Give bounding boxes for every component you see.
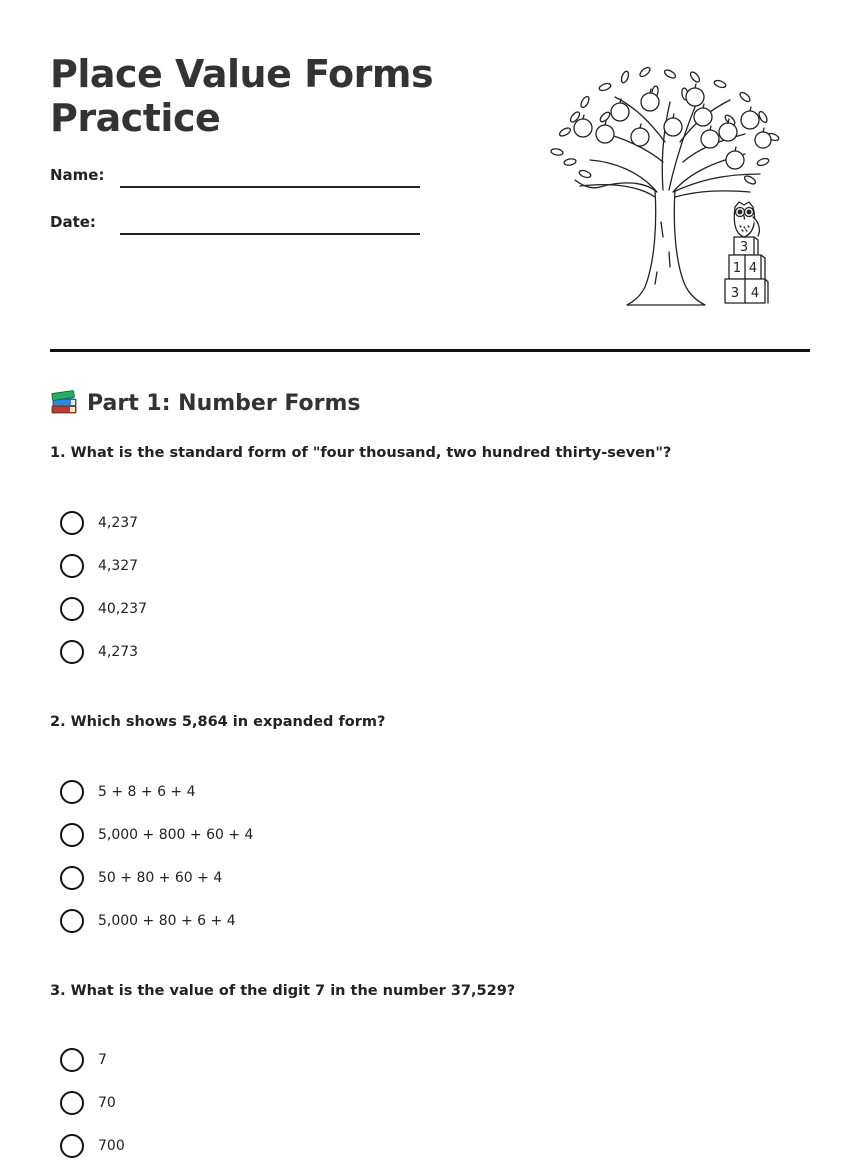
radio-button[interactable] [60,511,84,535]
option-label: 700 [98,1138,125,1154]
radio-button[interactable] [60,823,84,847]
svg-text:3: 3 [739,240,749,255]
question-3-text: 3. What is the value of the digit 7 in the number 37,529? [50,983,516,999]
name-input-line[interactable] [120,186,420,188]
tree-trunk-texture [655,222,670,284]
date-label: Date: [50,213,96,231]
question-2-text: 2. Which shows 5,864 in expanded form? [50,714,386,730]
radio-button[interactable] [60,597,84,621]
option-label: 7 [98,1052,107,1068]
header-divider [50,349,810,352]
option-label: 40,237 [98,601,147,617]
radio-button[interactable] [60,554,84,578]
radio-button[interactable] [60,780,84,804]
name-field[interactable] [50,166,420,196]
radio-button[interactable] [60,1048,84,1072]
question-3-option-b[interactable] [60,1090,116,1116]
option-label: 4,273 [98,644,139,660]
option-label: 5 + 8 + 6 + 4 [98,784,196,800]
question-1-option-d[interactable] [60,639,138,665]
question-2-option-d[interactable] [60,908,236,934]
name-label: Name: [50,166,105,184]
question-1-option-c[interactable] [60,596,147,622]
tree-branch-left-low [580,185,655,197]
tree-trunk [627,190,705,305]
svg-text:4: 4 [748,261,758,276]
apple-tree-owl-illustration [545,62,785,312]
option-label: 50 + 80 + 60 + 4 [98,870,223,886]
question-2-option-c[interactable] [60,865,222,891]
question-3-option-c[interactable] [60,1133,125,1159]
option-label: 70 [98,1095,116,1111]
question-1-option-b[interactable] [60,553,138,579]
option-label: 5,000 + 80 + 6 + 4 [98,913,236,929]
radio-button[interactable] [60,1091,84,1115]
worksheet-page [50,0,810,1161]
owl-figure [734,202,759,237]
section-title: Part 1: Number Forms [87,390,361,416]
option-label: 5,000 + 800 + 60 + 4 [98,827,254,843]
radio-button[interactable] [60,1134,84,1158]
page-title [50,52,470,140]
question-1-option-a[interactable] [60,510,138,536]
section-heading [50,386,360,420]
date-field[interactable] [50,213,420,243]
option-label: 4,237 [98,515,139,531]
tree-branch-right-low [675,191,750,197]
radio-button[interactable] [60,866,84,890]
svg-text:1: 1 [732,261,742,276]
radio-button[interactable] [60,640,84,664]
books-icon [50,388,78,418]
title-line-2: Practice [50,96,221,140]
question-1-text: 1. What is the standard form of "four thousand, two hundred thirty-seven"? [50,445,672,461]
title-line-1: Place Value Forms [50,52,434,96]
radio-button[interactable] [60,909,84,933]
question-3-option-a[interactable] [60,1047,107,1073]
svg-text:4: 4 [750,286,760,301]
option-label: 4,327 [98,558,139,574]
question-2-option-a[interactable] [60,779,196,805]
svg-text:3: 3 [730,286,740,301]
question-2-option-b[interactable] [60,822,253,848]
date-input-line[interactable] [120,233,420,235]
